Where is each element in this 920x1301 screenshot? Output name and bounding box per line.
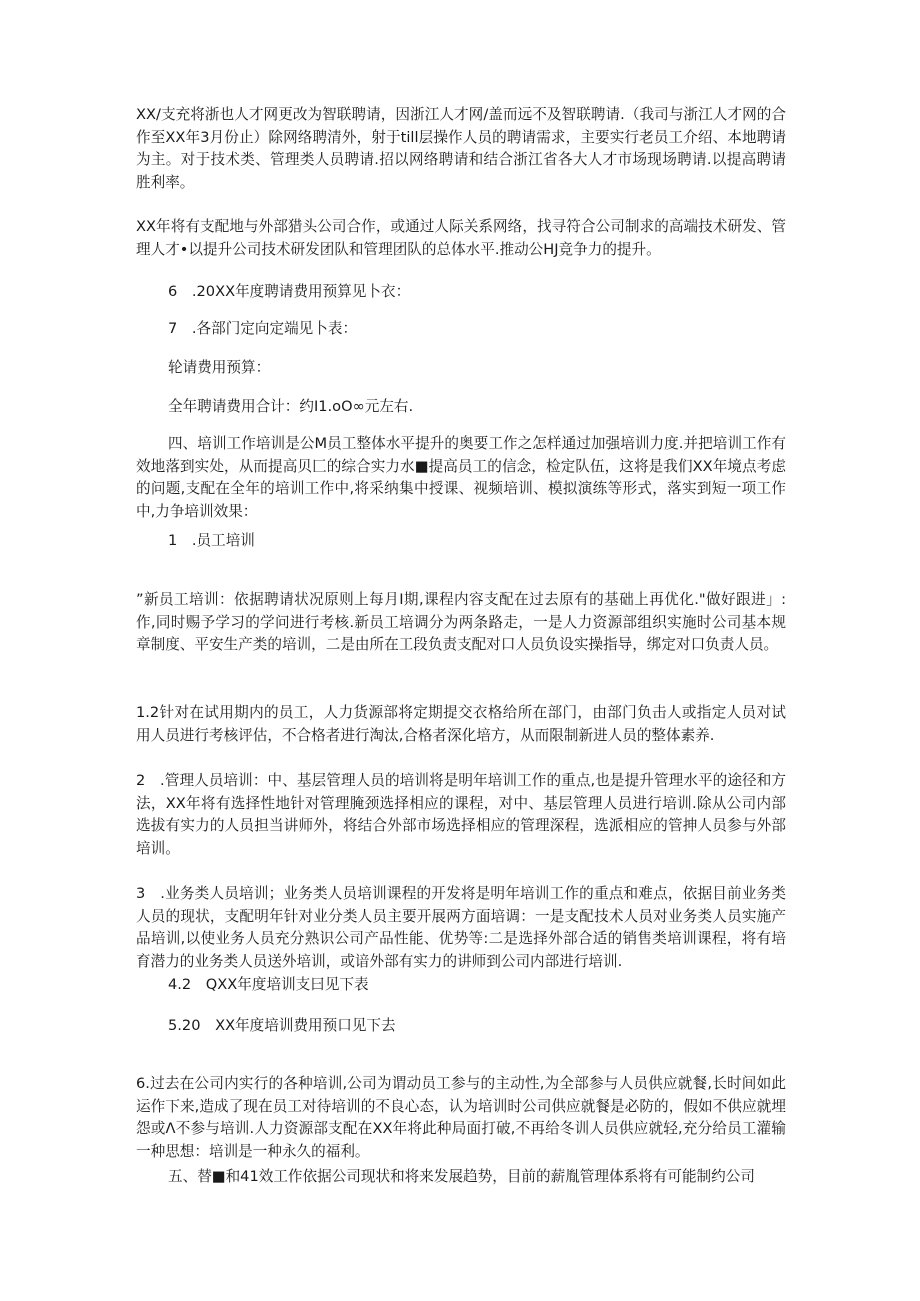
- paragraph-headhunter-cooperation: XX年将有支配地与外部猎头公司合作，或通过人际关系网络，找寻符合公司制求的高端技术研发、管理人才•以提升公司技术研发团队和管理团队的总体水平.推动公HJ竞争力的提升。: [136, 218, 786, 258]
- label-recruitment-cost: 轮请费用预算：: [168, 359, 271, 376]
- section-five-compensation: 五、替■和41效工作依据公司现状和将来发展趋势，目前的薪胤管理体系将有可能制约公司: [168, 1168, 755, 1185]
- paragraph-probation-assessment: 1.2针对在试用期内的员工，人力货源部将定期提交衣格给所在部门，由部门负击人或指定人员对试用人员进行考核评估，不合格者进行淘汰,合格者深化培方，从而限制新进人员的整体素养.: [136, 704, 786, 744]
- item-training-cost-budget: 5.20 XX年度培训费用预口见下去: [168, 1017, 396, 1034]
- total-recruitment-cost: 全年聘请费用合计：约I1.oO∞元左右.: [168, 398, 414, 415]
- paragraph-sales-training: 3 .业务类人员培训；业务类人员培训课程的开发将是明年培训工作的重点和难点，依据目前业务类人员的现状，支配明年针对业分类人员主要开展两方面培调：一是支配技术人员对业务类人员实施产品培训,以使业务人员充分熟识公司产品性能、优势等:二是选择外部合适的销售类培训课程，将有培育潜力的业务类人员送外培训，或谙外部有实力的讲师到公司内部进行培训.: [136, 885, 786, 970]
- paragraph-management-training: 2 .管理人员培训：中、基层管理人员的培训将是明年培训工作的重点,也是提升管理水平的途径和方法，XX年将有选择性地针对管理腌颈选择相应的课程，对中、基层管理人员进行培训.除从公司内部选拔有实力的人员担当讲师外，将结合外部市场选择相应的管理深程，选派相应的管抻人员参与外部培训。: [136, 772, 786, 857]
- heading-employee-training: 1 .员工培训: [168, 532, 255, 549]
- paragraph-meal-policy: 6.过去在公司内实行的各种培训,公司为谓动员工参与的主动性,为全部参与人员供应就餐,长时间如此运作下来,造成了现在员工对待培训的不良心态，认为培训时公司供应就餐是必防的，假如不供应就埋怨或Λ不参与培训.人力资源部支配在XX年将此种局面打破,不再给冬训人员供应就轻,充分给员工灌输一种思想：培训是一种永久的福利。: [136, 1075, 786, 1160]
- item-recruitment-budget: 6 .20XX年度聘请费用预算见卜衣：: [168, 283, 411, 300]
- paragraph-recruitment-channels: XX/支充将浙也人才网更改为智联聘请，因浙江人才网/盖而远不及智联聘请.（我司与浙江人才网的合作至XX年3月份止）除网络聘清外，射于till层操作人员的聘请需求，主要实行老员工介绍、本地聘请为主。对于技术类、管理类人员聘请.招以网络聘请和结合浙江省各大人才市场现场聘请.以提高聘请胜利率。: [136, 106, 786, 191]
- item-department-quota: 7 .各部门定向定端见卜表：: [168, 320, 358, 337]
- paragraph-new-employee-training: ”新员工培训：依据聘请状况原则上每月I期,课程内容支配在过去原有的基础上再优化."做好跟进」:作,同时赐予学习的学问进行考核.新员工培调分为两条路走，一是人力资源部组织实施时公司基本规章制度、平安生产类的培训，二是由所在工段负责支配对口人员负设实操指导，绑定对口负责人员。: [136, 591, 786, 653]
- section-four-training: 四、培训工作培训是公M员工整体水平提升的奥要工作之怎样通过加强培训力度.并把培训工作有效地落到实处，从而提高贝匚的综合实力水■提高员工的信念，检定队伍，这将是我们XX年境点考虑的问题,支配在全年的培训工作中,将采纳集中授课、视频培训、模拟演练等形式，落实到短一项工作中,力争培训效果：: [136, 435, 786, 520]
- item-training-expenditure: 4.2 QXX年度培训支曰见下表: [168, 976, 369, 993]
